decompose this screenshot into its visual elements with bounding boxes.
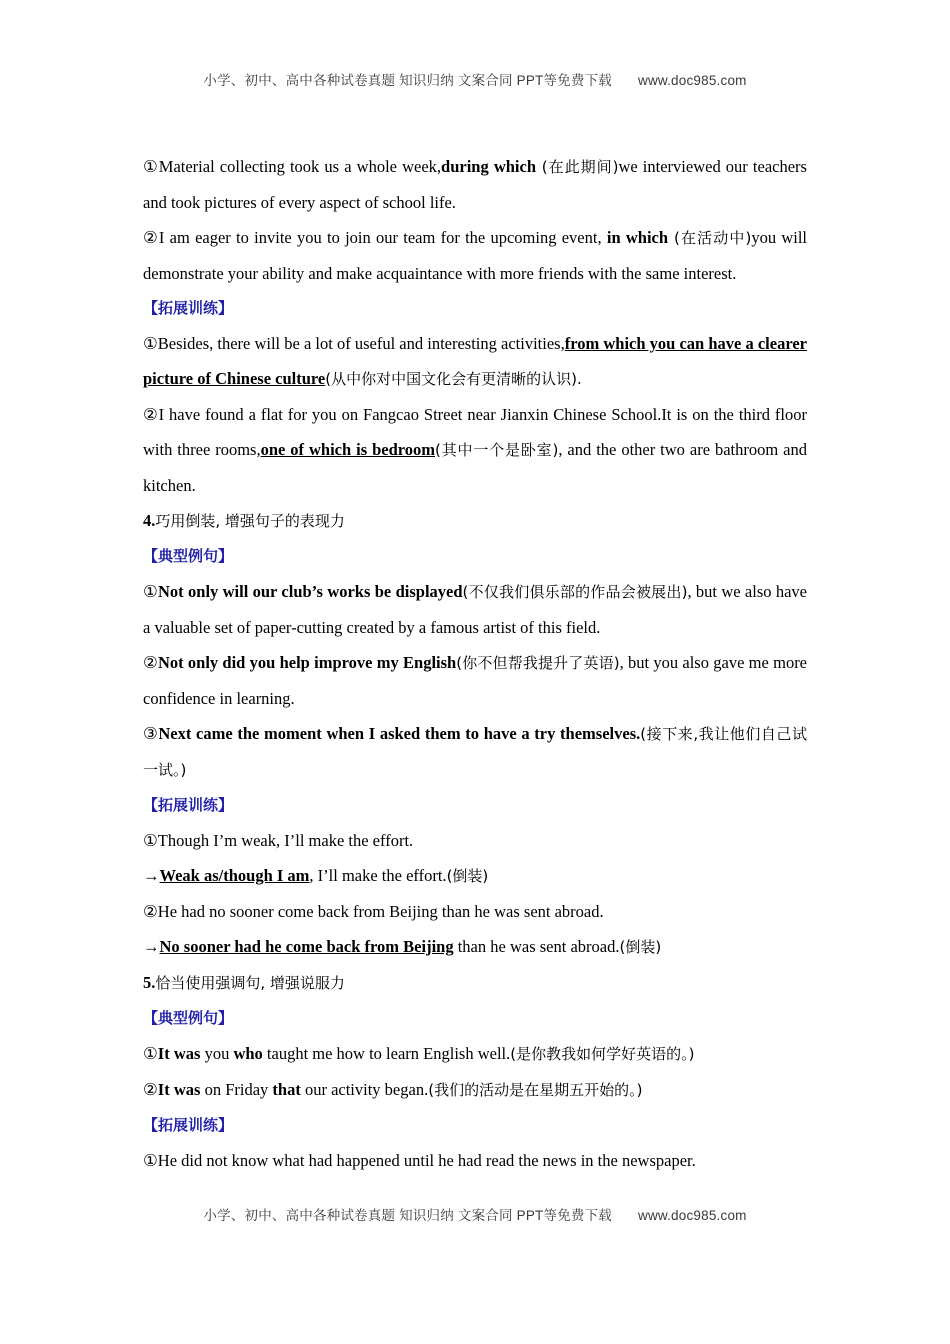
text-run: that	[272, 1080, 301, 1099]
watermark-text: 小学、初中、高中各种试卷真题 知识归纳 文案合同 PPT等免费下载	[203, 73, 612, 88]
watermark-site: www.doc985.com	[638, 1208, 747, 1223]
text-run: you will demonstrate your ability and make acquaintance with more friends with the same interest.	[143, 228, 808, 283]
sentence-paragraph	[143, 1072, 807, 1108]
text-run: on Friday	[200, 1080, 273, 1099]
sentence-paragraph	[143, 929, 807, 965]
text-run: (倒装)	[619, 938, 662, 956]
text-run: (在此期间)	[536, 158, 619, 176]
text-run: one of which is bedroom	[260, 440, 436, 459]
sentence-paragraph	[143, 894, 807, 929]
header-watermark	[0, 0, 950, 89]
watermark-site: www.doc985.com	[638, 73, 747, 88]
text-run: taught me how to learn English well.	[262, 1044, 511, 1063]
heading-text: 巧用倒装, 增强句子的表现力	[155, 512, 345, 530]
heading-number: 5.	[143, 973, 156, 992]
text-run: from which you can have a clearer picture of Chinese culture	[143, 334, 808, 388]
sentence-paragraph	[143, 1036, 807, 1072]
text-run: (从中你对中国文化会有更清晰的认识).	[325, 370, 582, 388]
text-run: →	[143, 937, 160, 956]
text-run: →	[143, 866, 160, 885]
text-run: It was	[157, 1044, 201, 1063]
sentence-paragraph	[143, 574, 807, 645]
section-tag: 【典型例句】	[143, 1009, 234, 1027]
text-run: , but we also have a valuable set of paper-cutting created by a famous artist of this field.	[143, 582, 807, 637]
text-run: Not only did you help improve my English	[157, 653, 457, 672]
text-run: , and the other two are bathroom and kitchen.	[143, 440, 807, 495]
sentence-paragraph	[143, 326, 807, 397]
text-run: ②I am eager to invite you to join our team for the upcoming event,	[143, 228, 607, 247]
text-run: (接下来,我让他们自己试一试。)	[143, 725, 807, 779]
text-run: who	[233, 1044, 263, 1063]
text-run: ①Besides, there will be a lot of useful and interesting activities,	[143, 334, 565, 353]
text-run: in which	[606, 228, 669, 247]
text-run: ①	[143, 1044, 158, 1063]
text-run: (是你教我如何学好英语的。)	[510, 1045, 695, 1063]
text-run: ①Though I’m weak, I’ll make the effort.	[143, 831, 414, 850]
text-run: you	[200, 1044, 234, 1063]
text-run: Next came the moment when I asked them to have a try themselves.	[158, 724, 641, 743]
sentence-paragraph	[143, 397, 807, 503]
section-heading	[143, 965, 807, 1001]
section-heading	[143, 503, 807, 539]
text-run: ①Material collecting took us a whole week,	[143, 157, 442, 176]
text-run: (你不但帮我提升了英语)	[456, 654, 620, 672]
text-run: our activity began.	[300, 1080, 429, 1099]
text-run: during which	[441, 157, 537, 176]
document-body	[0, 89, 950, 1178]
section-tag: 【拓展训练】	[143, 796, 234, 814]
text-run: It was	[157, 1080, 201, 1099]
section-tag: 【拓展训练】	[143, 1116, 234, 1134]
text-run: ②	[143, 1080, 158, 1099]
text-run: we interviewed our teachers and took pictures of every aspect of school life.	[143, 157, 807, 212]
sentence-paragraph	[143, 823, 807, 858]
text-run: (我们的活动是在星期五开始的。)	[428, 1081, 643, 1099]
sentence-paragraph	[143, 858, 807, 894]
text-run: (倒装)	[446, 867, 489, 885]
text-run: ①He did not know what had happened until he had read the news in the newspaper.	[143, 1151, 696, 1170]
text-run: , I’ll make the effort.	[309, 866, 447, 885]
footer-watermark	[0, 1178, 950, 1264]
text-run: Not only will our club’s works be displayed	[158, 582, 463, 601]
text-run: ②	[143, 653, 158, 672]
sentence-paragraph	[143, 1143, 807, 1178]
text-run: (不仅我们俱乐部的作品会被展出)	[462, 583, 688, 601]
heading-text: 恰当使用强调句, 增强说服力	[155, 974, 345, 992]
text-run: than he was sent abroad.	[453, 937, 620, 956]
watermark-text: 小学、初中、高中各种试卷真题 知识归纳 文案合同 PPT等免费下载	[203, 1208, 612, 1223]
text-run: No sooner had he come back from Beijing	[159, 937, 454, 956]
section-tag: 【拓展训练】	[143, 299, 234, 317]
sentence-paragraph	[143, 645, 807, 716]
sentence-paragraph	[143, 149, 807, 220]
sentence-paragraph	[143, 716, 807, 788]
text-run: ③	[143, 724, 159, 743]
sentence-paragraph	[143, 220, 807, 291]
text-run: ②He had no sooner come back from Beijing than he was sent abroad.	[143, 902, 604, 921]
section-tag: 【典型例句】	[143, 547, 234, 565]
text-run: (在活动中)	[668, 229, 752, 247]
text-run: ①	[143, 582, 159, 601]
heading-number: 4.	[143, 511, 156, 530]
text-run: Weak as/though I am	[159, 866, 310, 885]
text-run: , but you also gave me more confidence in learning.	[143, 653, 808, 708]
text-run: ②I have found a flat for you on Fangcao Street near Jianxin Chinese School.It is on the third floor with three rooms,	[143, 405, 807, 459]
text-run: (其中一个是卧室)	[435, 441, 559, 459]
